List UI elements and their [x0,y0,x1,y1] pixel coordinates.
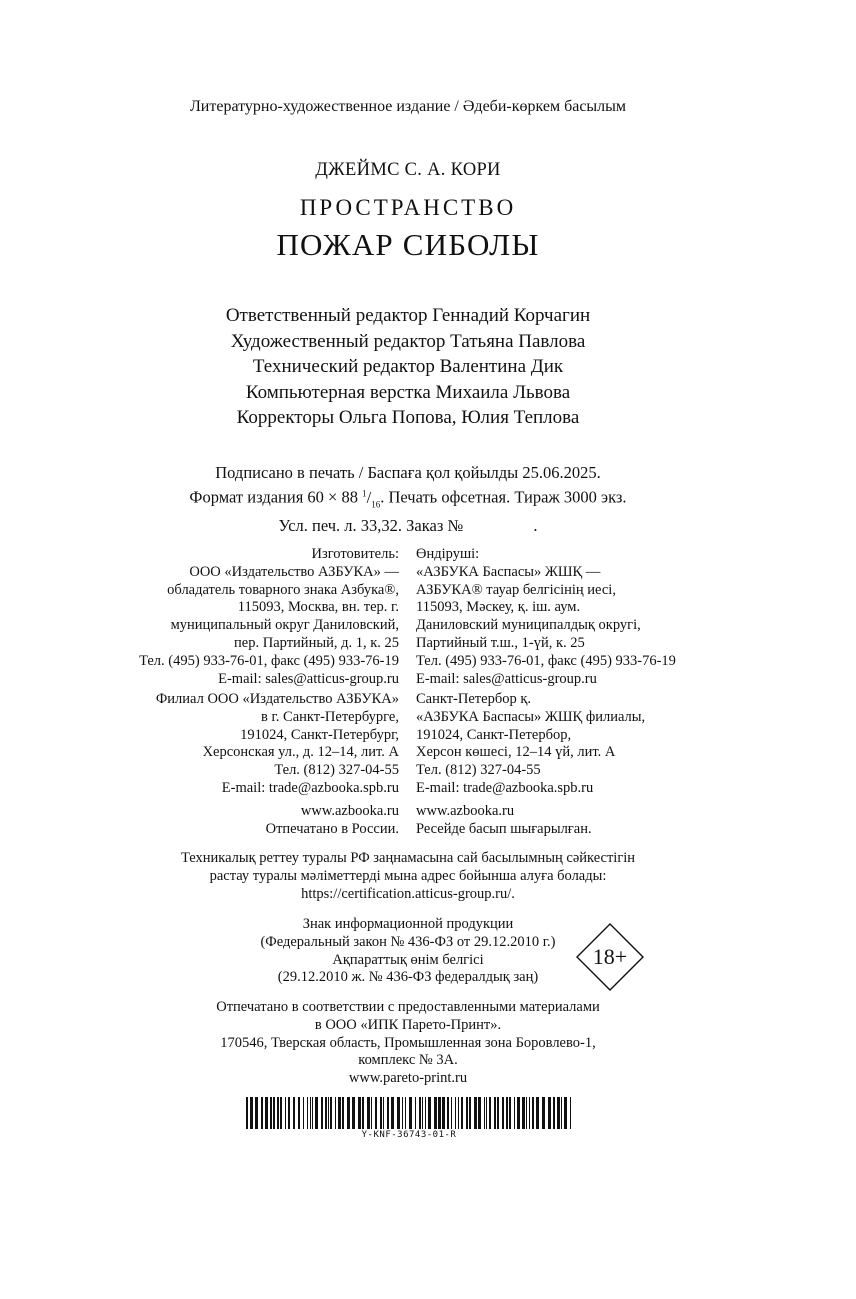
sheets-line: Усл. печ. л. 33,32. Заказ № . [278,515,538,535]
barcode-bar [255,1097,258,1129]
manufacturer-kz-line: E-mail: sales@atticus-group.ru [416,670,597,687]
barcode-bar [509,1097,511,1129]
barcode-bar [506,1097,508,1129]
barcode-bar [466,1097,468,1129]
format-numerator: 1 [362,488,367,498]
barcode-bar [352,1097,355,1129]
barcode-bar [347,1097,350,1129]
credit-line: Технический редактор Валентина Дик [252,356,564,377]
format-denominator: 16 [371,498,381,509]
barcode-bar [447,1097,449,1129]
barcode-bar [293,1097,295,1129]
barcode-image [244,1097,574,1129]
barcode-bar [455,1097,456,1129]
branch-ru-line: Тел. (812) 327-04-55 [274,762,399,779]
barcode-bar [484,1097,485,1129]
credit-line: Компьютерная верстка Михаила Львова [245,381,571,403]
print-info-block [0,462,816,536]
barcode-bar [425,1097,426,1129]
barcode-bar [409,1097,412,1129]
barcode-bar [307,1097,308,1129]
branch-kz [416,691,836,798]
web-kz [416,803,836,839]
barcode-bar [497,1097,499,1129]
manufacturer-ru-line: Тел. (495) 933-76-01, факс (495) 933-76-19 [139,652,399,669]
signed-line: Подписано в печать / Баспаға қол қойылды 25.06.2025. [215,463,601,482]
info-sign-line: Ақпараттық өнім белгісі [332,951,484,968]
manufacturer-kz-line: Партийный т.ш., 1-үй, к. 25 [416,634,585,651]
branch-kz-line: Тел. (812) 327-04-55 [416,762,541,779]
manufacturer-ru-line: E-mail: sales@atticus-group.ru [218,670,399,687]
branch-ru-line: в г. Санкт-Петербурге, [261,708,399,725]
manufacturer-kz-line: Тел. (495) 933-76-01, факс (495) 933-76-19 [416,652,676,669]
barcode-bar [514,1097,515,1129]
age-rating-text: 18+ [592,944,628,969]
printer-line: в ООО «ИПК Парето-Принт». [314,1016,502,1033]
printer-line: 170546, Тверская область, Промышленная зона Боровлево-1, [220,1034,596,1051]
tech-regulation-line: растау туралы мәліметтерді мына адрес бойынша алуға болады: [209,867,607,884]
barcode-bar [358,1097,361,1129]
series-name: ПРОСТРАНСТВО [299,195,517,220]
manufacturer-kz [416,546,836,688]
tech-regulation-line: https://certification.atticus-group.ru/. [301,885,515,902]
barcode-bar [522,1097,525,1129]
printed-in-ru: Отпечатано в России. [265,820,399,837]
barcode-bar [338,1097,341,1129]
barcode-bar [280,1097,282,1129]
barcode-bar [246,1097,248,1129]
barcode-bar [383,1097,384,1129]
barcode-bar [438,1097,441,1129]
printed-in-kz: Ресейде басып шығарылған. [416,820,592,837]
barcode-bar [548,1097,551,1129]
printer-line: комплекс № 3А. [358,1052,458,1069]
web-ru [0,803,399,839]
barcode-bar [310,1097,311,1129]
barcode-bar [380,1097,382,1129]
website-ru: www.azbooka.ru [300,803,399,819]
credit-line: Художественный редактор Татьяна Павлова [230,330,586,352]
barcode-bar [451,1097,452,1129]
barcode-bar [529,1097,530,1129]
tech-regulation-block [0,850,816,903]
barcode-bar [428,1097,431,1129]
author-name: ДЖЕЙМС С. А. КОРИ [315,160,501,180]
barcode-bar [335,1097,336,1129]
barcode-bar [330,1097,332,1129]
manufacturer-ru-line: муниципальный округ Даниловский, [170,617,399,634]
barcode-bar [474,1097,477,1129]
printer-block [0,999,816,1088]
credit-line: Корректоры Ольга Попова, Юлия Теплова [236,407,580,428]
barcode-bar [557,1097,560,1129]
manufacturer-ru-line: Изготовитель: [311,546,399,562]
barcode-bar [434,1097,437,1129]
barcode-bar [321,1097,323,1129]
barcode-bar [402,1097,403,1129]
printer-line: Отпечатано в соответствии с предоставленными материалами [216,999,600,1015]
edition-type: Литературно-художественное издание / Әдеби-көркем басылым [189,98,627,115]
manufacturer-ru [0,546,399,688]
barcode-bar [277,1097,279,1129]
info-sign-line: (Федеральный закон № 436-ФЗ от 29.12.2010 г.) [260,933,556,950]
age-rating-badge [576,923,644,991]
website-kz: www.azbooka.ru [416,803,515,819]
barcode-bar [261,1097,263,1129]
barcode-bar [387,1097,389,1129]
barcode-bar [478,1097,481,1129]
barcode-bar [405,1097,406,1129]
barcode-bar [415,1097,416,1129]
branch-kz-line: 191024, Санкт-Петербор, [416,726,572,743]
barcode-bar [328,1097,329,1129]
manufacturer-kz-line: АЗБУКА® тауар белгісінің иесі, [416,581,616,598]
branch-kz-line: Санкт-Петербор қ. [416,691,531,707]
barcode-bar [367,1097,370,1129]
branch-ru [0,691,399,798]
barcode-bar [542,1097,545,1129]
barcode-bar [532,1097,534,1129]
book-title: ПОЖАР СИБОЛЫ [276,227,540,262]
barcode-bar [298,1097,300,1129]
barcode-bar [553,1097,555,1129]
barcode-bar [397,1097,400,1129]
barcode-bar [419,1097,421,1129]
barcode-bar [362,1097,364,1129]
barcode-bar [285,1097,286,1129]
barcode-bar [469,1097,471,1129]
credit-line: Ответственный редактор Геннадий Корчагин [225,305,591,326]
manufacturer-ru-line: пер. Партийный, д. 1, к. 25 [234,634,399,651]
barcode-bar [273,1097,275,1129]
branch-ru-line: E-mail: trade@azbooka.spb.ru [221,779,399,796]
info-sign-line: (29.12.2010 ж. № 436-ФЗ федералдық заң) [277,969,539,986]
manufacturer-kz-line: Өндіруші: [416,546,480,562]
info-sign-line: Знак информационной продукции [302,916,514,932]
format-prefix: Формат издания 60 × 88 [189,487,363,507]
branch-kz-line: «АЗБУКА Баспасы» ЖШҚ филиалы, [416,708,646,725]
barcode-bar [489,1097,491,1129]
barcode-bar [250,1097,253,1129]
barcode-bar [265,1097,268,1129]
barcode-bar [561,1097,562,1129]
info-sign-block [0,916,816,987]
credits-block [0,303,816,431]
branch-kz-line: E-mail: trade@azbooka.spb.ru [416,779,594,796]
barcode-bar [517,1097,520,1129]
format-fraction: $^1/_{16}$ [362,487,381,509]
barcode-bar [526,1097,527,1129]
branch-kz-line: Херсон көшесі, 12–14 үй, лит. А [416,744,616,761]
format-line [0,483,816,515]
barcode-bar [570,1097,571,1129]
barcode-bar [486,1097,487,1129]
barcode-bar [303,1097,304,1129]
manufacturer-kz-line: 115093, Мәскеу, қ. іш. аум. [416,599,581,616]
barcode-bar [564,1097,567,1129]
manufacturer-ru-line: ООО «Издательство АЗБУКА» — [189,563,399,580]
tech-regulation-line: Техникалық реттеу туралы РФ заңнамасына сай басылымның сәйкестігін [180,850,636,866]
barcode-bar [325,1097,327,1129]
manufacturer-kz-line: Даниловский муниципалдық округі, [416,617,641,634]
barcode-bar [536,1097,539,1129]
manufacturer-kz-line: «АЗБУКА Баспасы» ЖШҚ — [416,563,601,580]
manufacturer-ru-line: 115093, Москва, вн. тер. г. [237,599,399,616]
barcode-bar [458,1097,459,1129]
branch-ru-line: 191024, Санкт-Петербург, [240,726,399,743]
barcode-bar [461,1097,463,1129]
barcode-bar [371,1097,372,1129]
barcode-bar [288,1097,290,1129]
barcode-bar [494,1097,496,1129]
barcode-bar [375,1097,377,1129]
barcode-bar [342,1097,344,1129]
manufacturer-ru-line: обладатель товарного знака Азбука®, [167,581,399,598]
barcode-bar [442,1097,445,1129]
barcode-bar [391,1097,394,1129]
printer-line: www.pareto-print.ru [348,1070,468,1087]
barcode-bar [502,1097,504,1129]
barcode-bar [315,1097,318,1129]
format-suffix: . Печать офсетная. Тираж 3000 экз. [380,487,627,507]
branch-ru-line: Херсонская ул., д. 12–14, лит. А [202,744,399,761]
barcode-bar [270,1097,272,1129]
branch-ru-line: Филиал ООО «Издательство АЗБУКА» [155,691,399,707]
barcode-bar [422,1097,423,1129]
barcode-code: Y-KNF-36743-01-R [361,1130,457,1140]
barcode-bar [312,1097,313,1129]
